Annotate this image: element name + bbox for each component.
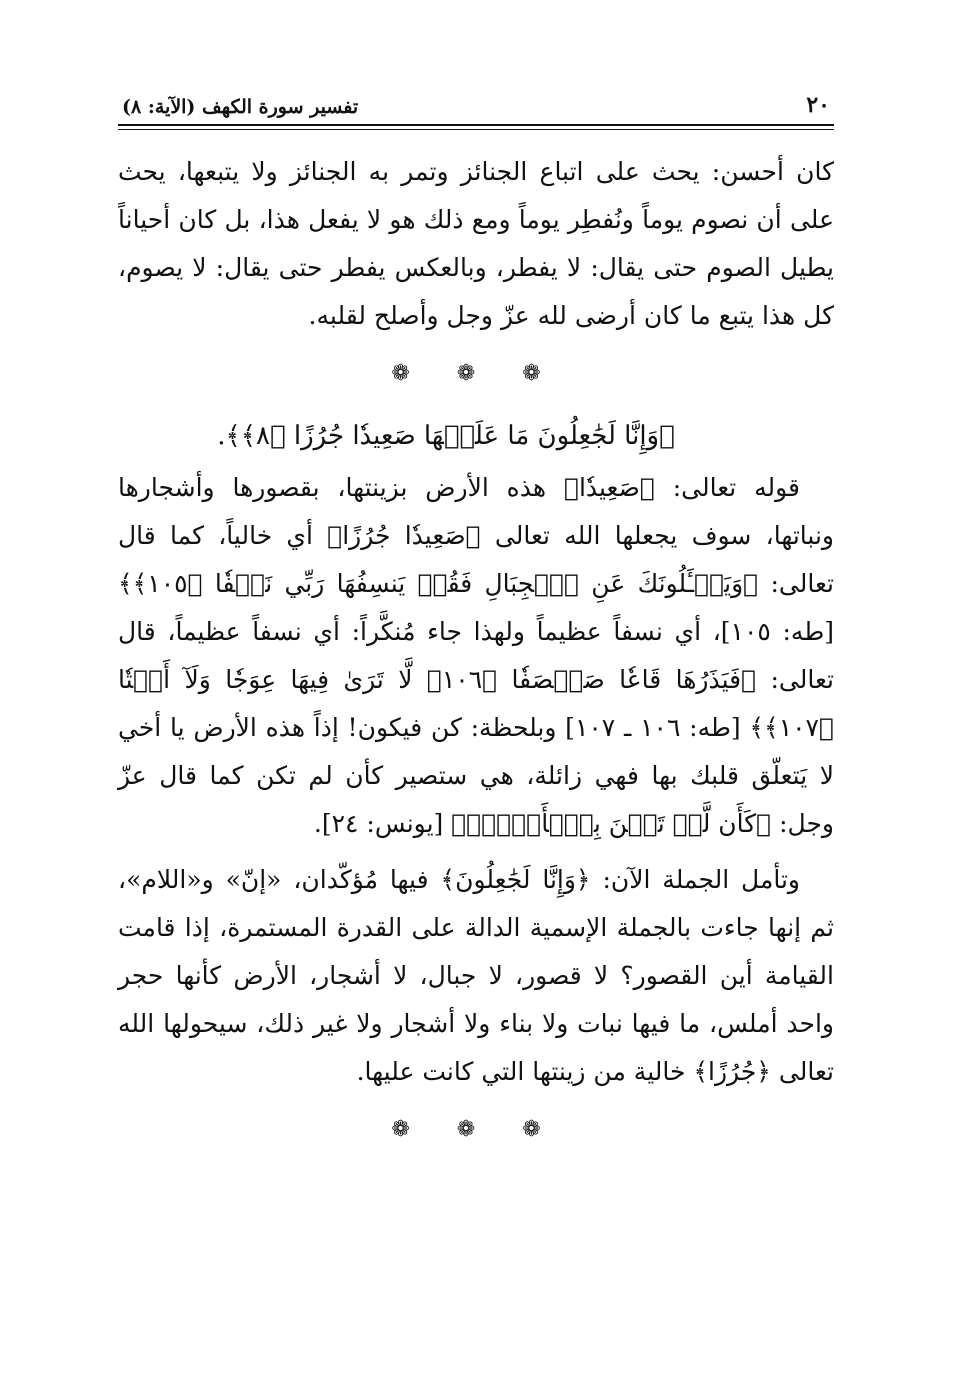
document-page — [118, 78, 834, 1328]
header-divider — [118, 124, 834, 130]
paragraph-3: وتأمل الجملة الآن: ﴿وَإِنَّا لَجَٰعِلُونَ﴾ فيها مُؤكّدان، «إنّ» و«اللام»، ثم إنها جاءت بالجملة الإسمية الدالة على القدرة المستمرة، إذا قامت القيامة أين القصور؟ لا قصور، لا جبال، لا أشجار، الأرض كأنها حجر واحد أملس، ما فيها نبات ولا بناء ولا أشجار ولا غير ذلك، سيحولها الله تعالى ﴿جُرُزًا﴾ خالية من زينتها التي كانت عليها. — [118, 865, 834, 1086]
quran-verse: ﴿وَإِنَّا لَجَٰعِلُونَ مَا عَلَيۡهَا صَعِيدٗا جُرُزًا ﴿٨﴾﴾. — [217, 421, 675, 451]
paragraph-2: قوله تعالى: ﴿صَعِيدٗا﴾ هذه الأرض بزينتها، بقصورها وأشجارها ونباتها، سوف يجعلها الله تعالى ﴿صَعِيدٗا جُرُزًا﴾ أي خالياً، كما قال تعالى: ﴿وَيَسۡـَٔلُونَكَ عَنِ ٱلۡجِبَالِ فَقُلۡ يَنسِفُهَا رَبِّي نَسۡفٗا ﴿١٠٥﴾﴾ [طه: ١٠٥]، أي نسفاً عظيماً ولهذا جاء مُنكَّراً: أي نسفاً عظيماً، قال تعالى: ﴿فَيَذَرُهَا قَاعٗا صَفۡصَفٗا ﴿١٠٦﴾ لَّا تَرَىٰ فِيهَا عِوَجٗا وَلَآ أَمۡتٗا ﴿١٠٧﴾﴾ [طه: ١٠٦ ـ ١٠٧] وبلحظة: كن فيكون! إذاً هذه الأرض يا أخي لا يَتعلّق قلبك بها فهي زائلة، هي ستصير كأن لم تكن كما قال عزّ وجل: ﴿كَأَن لَّمۡ تَغۡنَ بِٱلۡأَمۡسِۚ﴾ [يونس: ٢٤]. — [118, 473, 835, 838]
section-separator-2: ❁ ❁ ❁ — [391, 1117, 561, 1142]
paragraph-1: كان أحسن: يحث على اتباع الجنائز وتمر به الجنائز ولا يتبعها، يحث على أن نصوم يوماً ونُفطِر يوماً ومع ذلك هو لا يفعل هذا، بل كان أحياناً يطيل الصوم حتى يقال: لا يفطر، وبالعكس يفطر حتى يقال: لا يصوم، كل هذا يتبع ما كان أرضى لله عزّ وجل وأصلح لقلبه. — [118, 157, 834, 330]
section-separator-1: ❁ ❁ ❁ — [391, 361, 561, 386]
page-header — [118, 78, 834, 124]
page-number: ٢٠ — [806, 92, 830, 118]
running-title: تفسير سورة الكهف (الآية: ٨) — [122, 96, 359, 118]
